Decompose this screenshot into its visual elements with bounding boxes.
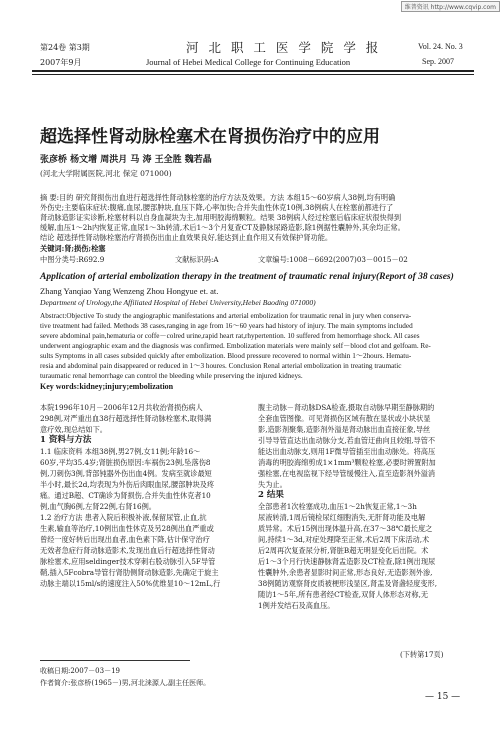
abstract-cn-line: 外伤史;主要临床症状:腹痛,血尿,腰部肿块,血压下降,心率加快;合并失血性休克10例,38例病人在栓塞前都进行了 [40, 203, 394, 212]
body-line: 质异常。术后15例出现体温升高,在37～38℃最长度之 [258, 524, 433, 533]
body-line: 引导导管直达出血动脉分支,若血管迂曲向且较细,导管不 [258, 436, 436, 445]
body-line: 1例并发结石及高血压。 [258, 601, 335, 610]
abstract-en-line: tive treatment had failed. Methods 38 cases,ranging in age from 16～60 years had history of injury. The main symptoms included [40, 322, 413, 330]
date-cn: 2007年9月 [40, 58, 82, 67]
abstract-en-line: sults Symptoms in all cases subsided quickly after embolization. Blood pressure recovered to normal within 1～2hours. Hematu- [40, 352, 412, 360]
body-line: 脉栓塞术,应用seldinger技术穿刺右股动脉引入5F导管 [40, 557, 216, 566]
source-watermark: 维普资讯 http://www.cqvip.com [401, 1, 500, 12]
abstract-cn-line: 缓解,血压1～2h内恢复正常,血尿1～3h转清,术后1～3个月复查CT及静脉尿路造影,除1例据性囊肿外,其余均正常。 [40, 223, 405, 232]
abstract-cn-line: 肾动脉造影证实诊断,栓塞材料以自身血凝块为主,加用明胶海绵颗粒。结果 38例病人经过栓塞后临床症状很快得到 [40, 213, 402, 222]
body-line: 间,持续1～3d,对症处理降至正常,术后2周下床活动,术 [258, 535, 430, 544]
body-line: 生素,输血等治疗,10例出血性休克及另28例出血严重或 [40, 524, 214, 533]
volume-issue-en: Vol. 24. No. 3 [418, 42, 463, 51]
body-line: 影,造影剂聚集,造影剂外溢是肾动脉出血直接征象,导丝 [258, 425, 431, 434]
body-left-column [40, 402, 220, 589]
journal-title-en: Journal of Hebei Medical College for Continuing Education [146, 57, 351, 67]
body-line: 动脉主端以15ml/s的速度注入50%优维显10～12mL,行 [40, 579, 221, 588]
article-number: 文章编号:1008－6692(2007)03－0015－02 [258, 255, 408, 264]
body-line: 例,刀刺伤3例,背部钝器外伤出血4例。发病至就诊最短 [40, 469, 212, 478]
keywords-en: Key words:kidney;injury;embolization [40, 382, 174, 391]
affiliation-cn: (河北大学附属医院,河北 保定 071000) [40, 169, 172, 178]
body-line: 60岁,平均35.4岁;肾脏损伤原因:车祸伤23例,坠落伤8 [40, 458, 211, 467]
body-line: 尿液转清,1周后镜检尿红细胞消失,无肝肾功能及电解 [258, 513, 426, 522]
body-line: 强栓塞,在电视监视下经导管缓慢注入,直至造影剂外溢消 [258, 469, 436, 478]
header-rule [32, 70, 474, 72]
header-rule-thin [32, 74, 474, 75]
body-line: 1.2 治疗方法 患者入院后积极补液,保留尿管,止血,抗 [40, 513, 207, 522]
clc-number: 中图分类号:R692.9 [40, 255, 105, 264]
body-line: 曾经一度好转后出现出血者,血色素下降,估计保守治疗 [40, 535, 210, 544]
abstract-en-line: turaumatic renal hemorrhage can control the bleeding while preserving the injured kidneys. [40, 372, 303, 380]
body-line: 半小时,最长2d,均表现为外伤后肉眼血尿,腰部肿块及疼 [40, 480, 215, 489]
body-line: 298例,对严重出血38行超选择性肾动脉栓塞术,取得满 [40, 414, 212, 423]
keywords-cn: 关键词:肾;损伤;栓塞 [40, 244, 106, 253]
abstract-cn-line: 结论 超选择性肾动脉栓塞治疗肾损伤出血止血效果良好,能达到止血作用又有效保护肾功能。 [40, 233, 333, 242]
authors-en: Zhang Yanqiao Yang Wenzeng Zhou Hongyue et. at. [40, 286, 219, 296]
abstract-en-line: Abstract:Objective To study the angiographic manifestations and arterial embolization for traumatic renal in jury when conserva- [40, 312, 412, 320]
body-line: 意疗效,现总结如下。 [40, 425, 107, 434]
article-title-en: Application of arterial embolization therapy in the treatment of traumatic renal injury(Report of 38 cases) [40, 272, 454, 282]
abstract-en-line: severe abdominal pain,hematuria or coffe－colred urine,rapid heart rat,rhypertention. 10 suffered from hemorrhage shock. All cases [40, 332, 420, 340]
volume-issue-cn: 第24卷 第3期 [40, 43, 90, 52]
date-en: Sep. 2007 [422, 57, 454, 66]
page-number: — 15 — [425, 692, 461, 702]
body-right-column [258, 402, 437, 611]
body-line: 能达出血动脉支,则用1F微导管插至出血动脉处。将高压 [258, 447, 436, 456]
body-line: 后1～3个月行快速静脉肾盂造影及CT检查,除1例出现尿 [258, 557, 436, 566]
body-line: 随访1～5年,所有患者经CT检查,双肾人体形态对称,无 [258, 590, 429, 599]
document-code: 文献标识码:A [175, 255, 219, 264]
footnote-rule [40, 660, 190, 661]
received-date: 收稿日期:2007－03－19 [40, 667, 120, 675]
body-line: 全部患者1次栓塞成功,血压1～2h恢复正常,1～3h [258, 502, 417, 511]
abstract-cn-line: 摘 要:目的 研究肾损伤出血进行超选择性肾动脉栓塞的治疗方法及效果。方法 本组15～60岁病人38例,均有明确 [40, 193, 396, 202]
affiliation-en: Department of Urology,the Affiliated Hospital of Hebei University,Hebei Baoding 071000) [40, 298, 316, 307]
body-line: 痛。通过B超、CT确诊为肾损伤,合并失血性休克者10 [40, 491, 211, 500]
body-line: 腹主动脉－肾动脉DSA检查,摄取自动脉早期至静脉期的 [258, 403, 435, 412]
journal-title-cn: 河 北 职 工 医 学 院 学 报 [186, 40, 382, 55]
authors-cn: 张彦桥 杨文增 周洪月 马 涛 王全胜 魏若晶 [40, 155, 212, 165]
body-line: 全套血管图像。可见肾损伤区域有散在显状或小块状显 [258, 414, 431, 423]
article-title-cn: 超选择性肾动脉栓塞术在肾损伤治疗中的应用 [40, 127, 380, 147]
body-line: 本院1996年10月－2006年12月共收治肾损伤病人 [40, 403, 203, 412]
body-line: 1.1 临床资料 本组38例,男27例,女11例;年龄16～ [40, 447, 201, 456]
abstract-en-line: resia and abdominal pain disappeared or reduced in 1～3 houres. Conclusion Renal arterial embolization in treating traumatic [40, 362, 402, 370]
body-line: 38例随访观察肾皮质被梗形浅显区,肾盂及肾盏轻度变形, [258, 579, 438, 588]
abstract-en-line: underwent angiographic exam and the diagnosis was confirmed. Embolization materials were mainly self－blood clot and gelfoam. Re- [40, 342, 431, 350]
body-line: 鞘,插入5Fcobra导管行肾肋侧肾动脉造影,先确定于旋主 [40, 568, 219, 577]
section-heading: 1 资料与方法 [40, 435, 92, 445]
body-line: 性囊肿外,余患者显影时间正常,形态良好,无造影剂外渗, [258, 568, 433, 577]
section-heading: 2 结果 [258, 490, 284, 500]
body-line: 例,血气胸6例,左肾22例,右肾16例。 [40, 502, 156, 511]
body-line: 消毒的明胶海绵剪成1×1mm³颗粒栓塞,必要时辨置附加 [258, 458, 436, 467]
body-line: 后2周再次复查尿分析,肾脏B超无明显变化后出院。术 [258, 546, 429, 555]
continued-note: (下转第17页) [400, 650, 444, 659]
body-line: 失为止。 [258, 480, 287, 489]
author-bio: 作者简介:张彦桥(1965－)男,河北涞源人,副主任医师。 [40, 679, 211, 687]
body-line: 无效者急症行肾动脉造影术,发现出血后行超选择性肾动 [40, 546, 215, 555]
